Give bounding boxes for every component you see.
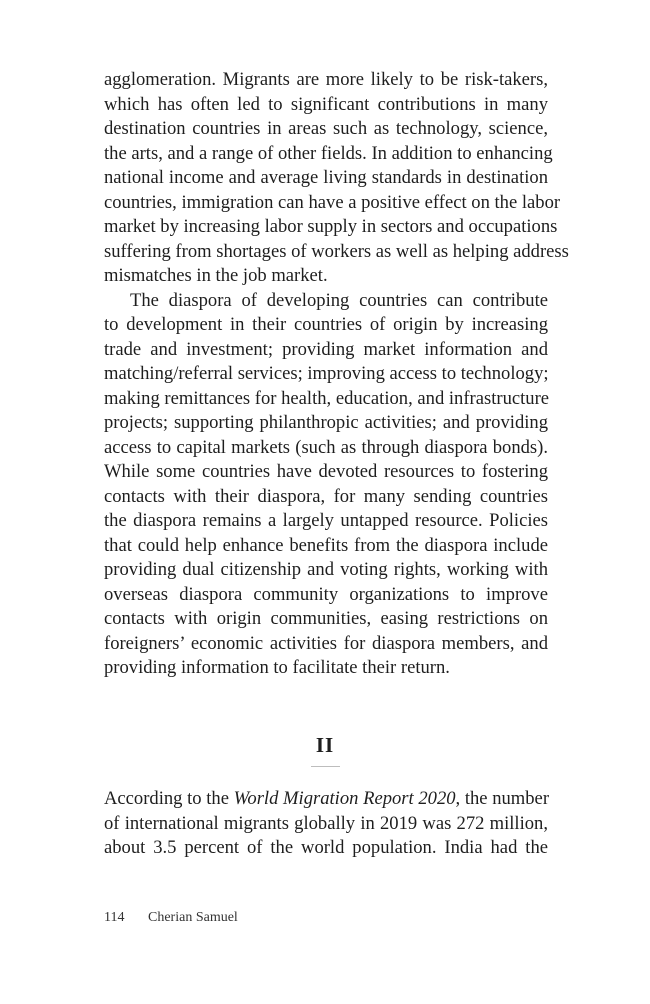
text-line: suffering from shortages of workers as well as helping address [104, 240, 569, 262]
text-line: While some countries have devoted resources to fostering [104, 461, 548, 482]
text-line: making remittances for health, education, and infrastructure [104, 387, 550, 409]
body-text [104, 68, 569, 681]
body-text-section-2 [104, 787, 548, 861]
text-line: the diaspora remains a largely untapped resource. Policies [104, 510, 548, 531]
text-line: mismatches in the job market. [104, 265, 328, 286]
text-line: agglomeration. Migrants are more likely to be risk-takers, [104, 69, 548, 90]
text-line: projects; supporting philanthropic activities; and providing [104, 412, 548, 433]
text-line: trade and investment; providing market information and [104, 338, 548, 360]
text-line [104, 787, 548, 812]
text-fragment: According to the [104, 788, 234, 809]
text-fragment: , the number [455, 788, 550, 809]
text-line: of international migrants globally in 2019 was 272 million, [104, 812, 548, 834]
text-line: about 3.5 percent of the world population. India had the [104, 837, 548, 858]
running-author: Cherian Samuel [148, 910, 238, 925]
text-line: providing dual citizenship and voting rights, working with [104, 559, 548, 580]
report-title: World Migration Report 2020 [233, 788, 456, 809]
page-number: 114 [104, 910, 125, 925]
text-line: that could help enhance benefits from the diaspora include [104, 534, 548, 556]
text-line: to development in their countries of origin by increasing [104, 314, 548, 335]
text-line: which has often led to significant contributions in many [104, 93, 548, 115]
text-line: foreigners’ economic activities for diaspora members, and [104, 632, 548, 654]
text-line: The diaspora of developing countries can contribute [130, 289, 548, 311]
text-line: matching/referral services; improving access to technology; [104, 363, 549, 384]
text-line: contacts with their diaspora, for many sending countries [104, 485, 548, 507]
text-line: national income and average living standards in destination [104, 167, 548, 188]
text-line: countries, immigration can have a positive effect on the labor [104, 191, 561, 213]
text-line: destination countries in areas such as technology, science, [104, 118, 548, 139]
text-line: contacts with origin communities, easing restrictions on [104, 608, 548, 629]
text-line: market by increasing labor supply in sectors and occupations [104, 216, 558, 237]
section-heading: II [315, 733, 335, 757]
text-line: overseas diaspora community organizations to improve [104, 583, 548, 605]
section-divider [311, 766, 340, 767]
text-line: providing information to facilitate their return. [104, 657, 450, 678]
text-line: the arts, and a range of other fields. In addition to enhancing [104, 142, 553, 164]
page-footer [104, 910, 238, 926]
text-line: access to capital markets (such as through diaspora bonds). [104, 436, 548, 458]
